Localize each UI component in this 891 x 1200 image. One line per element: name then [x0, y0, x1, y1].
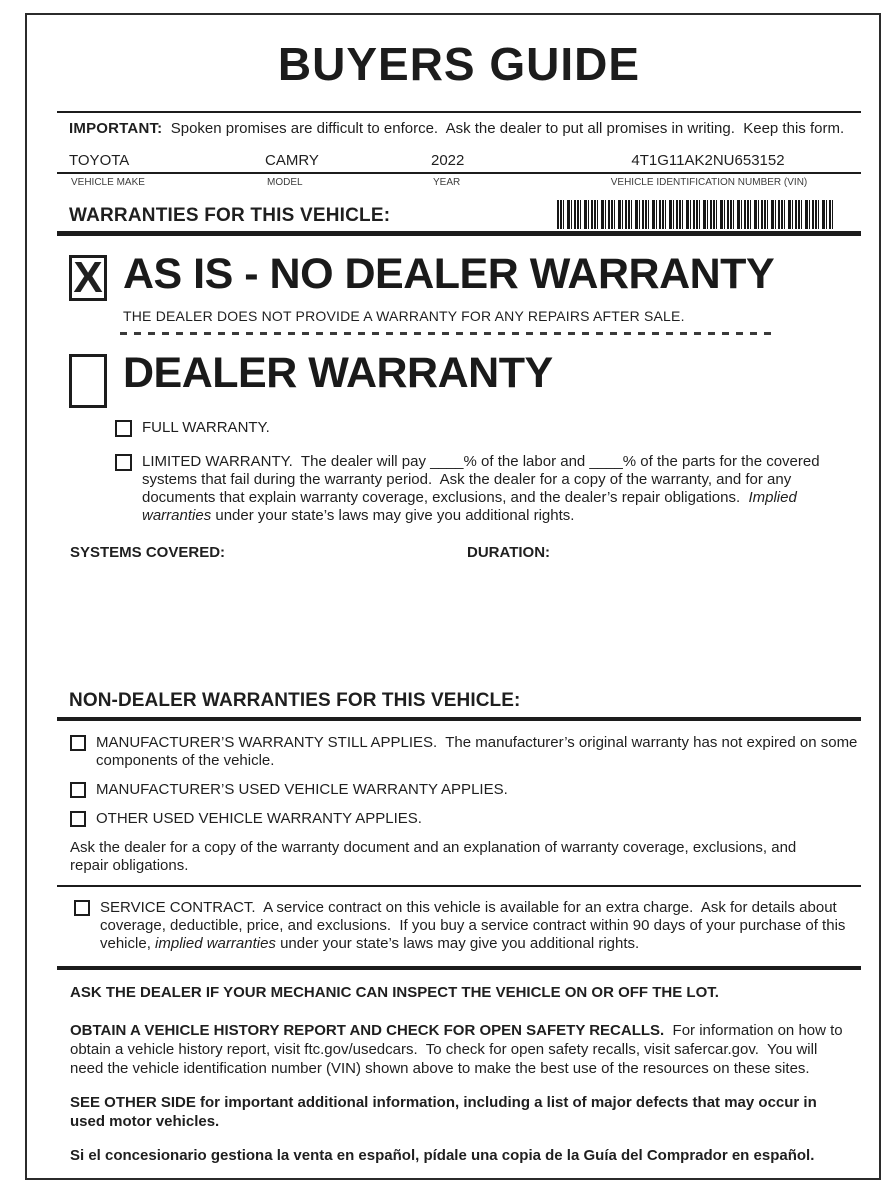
dealer-warranty-title: DEALER WARRANTY	[123, 349, 553, 397]
service-contract-row	[57, 899, 861, 953]
other-used-warranty-text: OTHER USED VEHICLE WARRANTY APPLIES.	[96, 810, 422, 827]
service-contract-checkbox[interactable]	[74, 900, 90, 916]
service-contract-text	[100, 899, 861, 953]
dashed-divider	[120, 332, 777, 335]
warranties-heading: WARRANTIES FOR THIS VEHICLE:	[69, 205, 391, 226]
vehicle-history-lead: OBTAIN A VEHICLE HISTORY REPORT AND CHECK FOR OPEN SAFETY RECALLS.	[70, 1022, 665, 1039]
divider-thick-non-dealer	[57, 717, 861, 721]
important-text: Spoken promises are difficult to enforce. Ask the dealer to put all promises in writing. Keep this form.	[162, 120, 845, 137]
vehicle-history-rest: For information on how to obtain a vehicle history report, visit ftc.gov/usedcars. To check for open safety recalls, visit safercar.gov. You will need the vehicle identification number (VIN) shown above to make the best use of the resources on these sites.	[70, 1022, 847, 1077]
vehicle-history-notice	[57, 1021, 849, 1078]
full-warranty-row	[57, 419, 861, 437]
limited-warranty-row	[57, 453, 861, 525]
see-other-side-notice: SEE OTHER SIDE for important additional information, including a list of major defects that may occur in used motor vehicles.	[70, 1094, 821, 1130]
manufacturer-warranty-text: MANUFACTURER’S WARRANTY STILL APPLIES. The manufacturer’s original warranty has not expired on some components of the vehicle.	[96, 734, 862, 769]
full-warranty-label: FULL WARRANTY.	[142, 419, 270, 436]
limited-warranty-checkbox[interactable]	[115, 454, 132, 471]
manufacturer-used-warranty-row	[57, 781, 861, 799]
systems-covered-label: SYSTEMS COVERED:	[70, 544, 226, 561]
full-warranty-checkbox[interactable]	[115, 420, 132, 437]
limited-warranty-implied-warranties: Implied warranties	[142, 489, 801, 524]
non-dealer-note: Ask the dealer for a copy of the warranty document and an explanation of warranty coverage, exclusions, and repair obligations.	[70, 839, 801, 874]
vehicle-vin-label: VEHICLE IDENTIFICATION NUMBER (VIN)	[610, 177, 808, 188]
duration-label: DURATION:	[467, 544, 551, 561]
mechanic-inspection-notice: ASK THE DEALER IF YOUR MECHANIC CAN INSPECT THE VEHICLE ON OR OFF THE LOT.	[70, 984, 719, 1001]
vin-barcode	[557, 200, 833, 229]
dealer-warranty-checkbox[interactable]	[69, 354, 107, 408]
page-title: BUYERS GUIDE	[277, 38, 641, 90]
important-label: IMPORTANT:	[69, 120, 163, 137]
manufacturer-warranty-checkbox[interactable]	[70, 735, 86, 751]
manufacturer-warranty-row	[57, 734, 861, 770]
buyers-guide-form	[25, 13, 881, 1180]
divider-thick-footer	[57, 966, 861, 970]
service-contract-implied-warranties: implied warranties	[155, 935, 276, 952]
vehicle-model-label: MODEL	[267, 177, 303, 188]
as-is-subtitle: THE DEALER DOES NOT PROVIDE A WARRANTY FOR ANY REPAIRS AFTER SALE.	[123, 308, 685, 324]
limited-warranty-text	[142, 453, 861, 525]
warranties-header-row	[57, 200, 861, 231]
important-notice	[57, 120, 861, 137]
vehicle-values-row	[57, 152, 861, 174]
non-dealer-heading: NON-DEALER WARRANTIES FOR THIS VEHICLE:	[69, 690, 521, 711]
divider-thick-warranties	[57, 231, 861, 236]
dealer-warranty-section	[57, 351, 861, 561]
vehicle-info	[57, 152, 861, 188]
as-is-checkbox-mark: X	[73, 253, 103, 302]
manufacturer-used-warranty-checkbox[interactable]	[70, 782, 86, 798]
spanish-notice: Si el concesionario gestiona la venta en español, pídale una copia de la Guía del Comprador en español.	[70, 1147, 815, 1164]
other-used-warranty-row	[57, 810, 861, 828]
vehicle-make-label: VEHICLE MAKE	[71, 177, 145, 188]
vehicle-labels-row	[57, 174, 861, 188]
vehicle-vin-value: 4T1G11AK2NU653152	[631, 152, 785, 169]
as-is-checkbox[interactable]	[69, 255, 107, 301]
limited-warranty-text-1: LIMITED WARRANTY. The dealer will pay ____% of the labor and ____% of the parts for the covered systems that fail during the warranty period. Ask the dealer for a copy of the warranty, and for any documents that explain warranty coverage, exclusions, and the dealer’s repair obligations.	[142, 453, 824, 506]
vehicle-model-value: CAMRY	[265, 152, 319, 169]
systems-duration-row	[57, 544, 861, 561]
vehicle-year-label: YEAR	[433, 177, 461, 188]
as-is-section	[57, 252, 861, 335]
divider-above-service-contract	[57, 885, 861, 887]
service-contract-text-1: SERVICE CONTRACT. A service contract on this vehicle is available for an extra charge. Ask for details about coverage, deductible, price, and exclusions. If you buy a service contract within 90 days of your purchase of this vehicle,	[100, 899, 850, 952]
limited-warranty-text-2: under your state’s laws may give you additional rights.	[211, 507, 575, 524]
vehicle-make-value: TOYOTA	[69, 152, 130, 169]
as-is-title: AS IS - NO DEALER WARRANTY	[123, 250, 775, 298]
manufacturer-used-warranty-text: MANUFACTURER’S USED VEHICLE WARRANTY APPLIES.	[96, 781, 508, 798]
other-used-warranty-checkbox[interactable]	[70, 811, 86, 827]
vehicle-year-value: 2022	[431, 152, 465, 169]
service-contract-text-2: under your state’s laws may give you additional rights.	[275, 935, 640, 952]
divider-under-title	[57, 111, 861, 113]
